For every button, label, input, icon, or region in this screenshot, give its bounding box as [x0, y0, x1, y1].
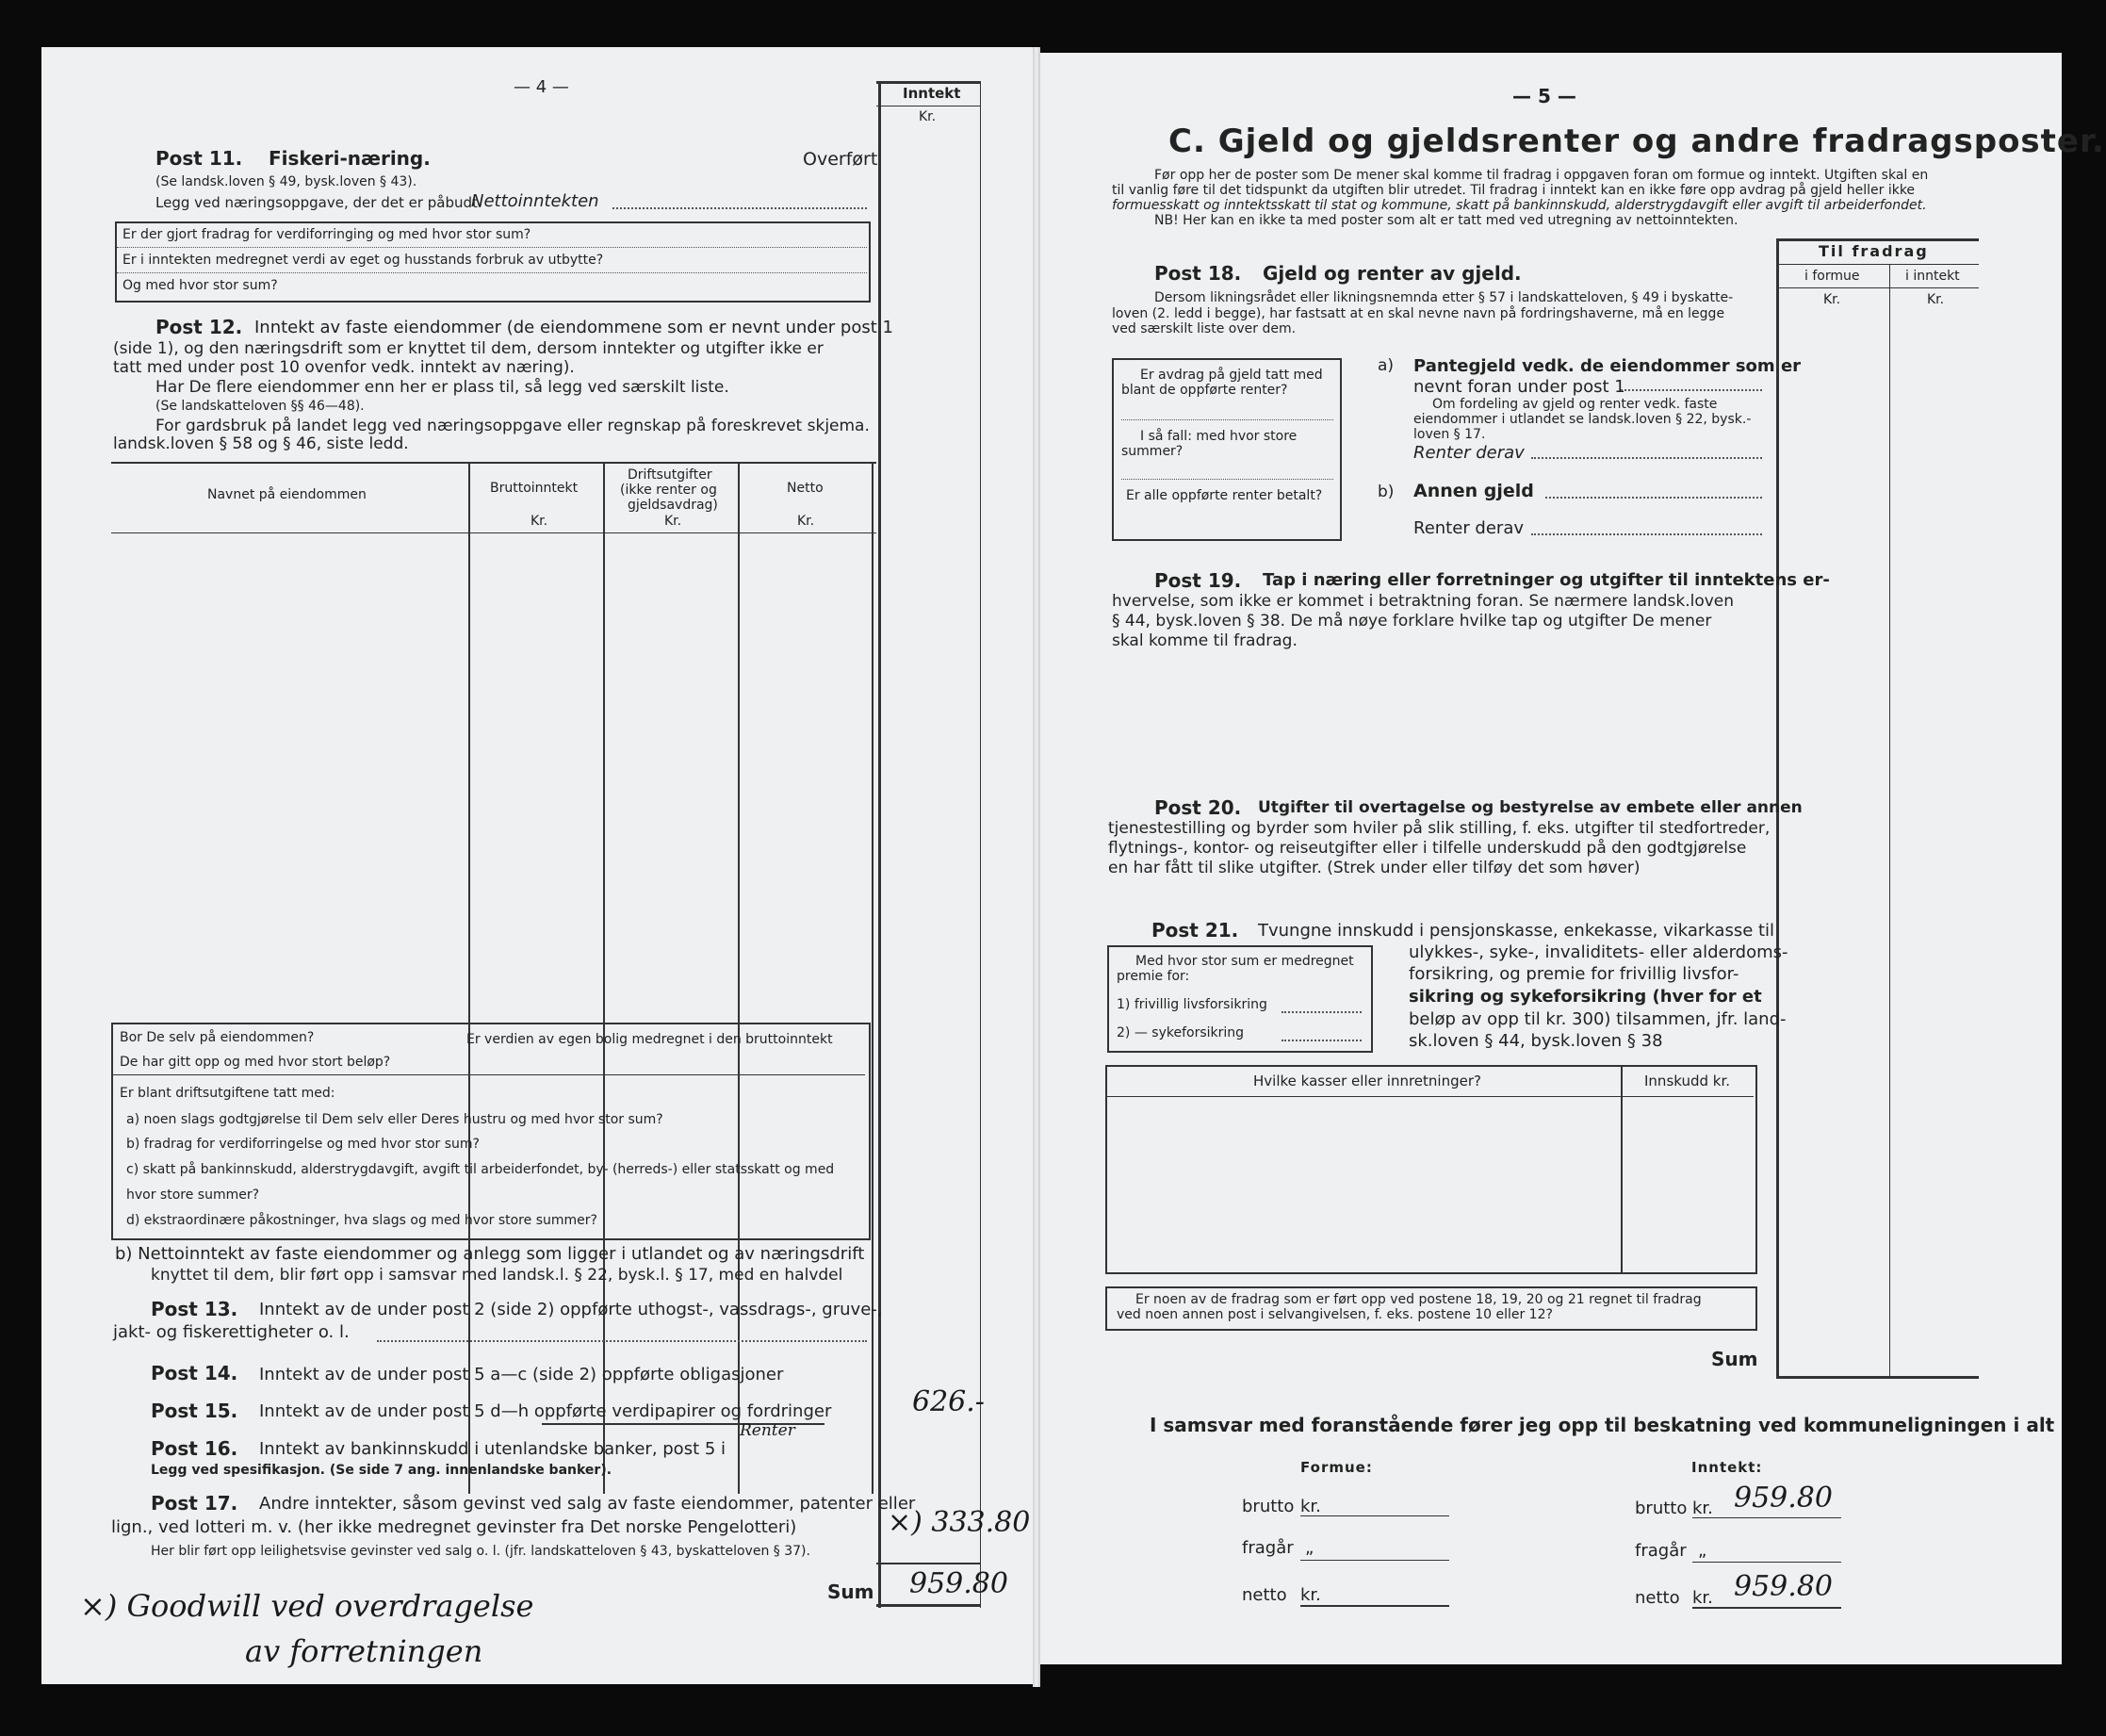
sum-rule: [876, 1563, 980, 1564]
page-fold: [1033, 47, 1040, 1687]
post12-line7: landsk.loven § 58 og § 46, siste ledd.: [113, 434, 409, 453]
inntekt-col-right: [980, 81, 981, 1608]
box1-line3: Og med hvor stor sum?: [122, 278, 278, 293]
table-kr-2: Kr.: [664, 514, 682, 529]
post21-line2: ulykkes-, syke-, invaliditets- eller alderdoms-: [1409, 942, 1788, 962]
post13-title: Post 13.: [151, 1298, 238, 1320]
post17-line3: Her blir ført opp leilighetsvise gevinster ved salg o. l. (jfr. landskatteloven § 43, byskatteloven § 37).: [151, 1544, 810, 1559]
box18-rule2: [1121, 479, 1333, 480]
b-label: b): [1378, 483, 1395, 501]
post15-line: Inntekt av de under post 5 d—h oppførte verdipapirer og fordringer: [259, 1401, 832, 1421]
table-kr-1: Kr.: [531, 514, 548, 529]
box21-line4: 2) — sykeforsikring: [1117, 1025, 1245, 1040]
box18-line1: Er avdrag på gjeld tatt med: [1140, 368, 1323, 383]
inntekt-netto-label: netto: [1635, 1588, 1680, 1608]
box2-item-c2: hvor store summer?: [126, 1187, 260, 1203]
formue-netto-label: netto: [1242, 1585, 1287, 1605]
table-col3: [738, 462, 740, 1494]
box2-item-b: b) fradrag for verdiforringelse og med hvor stor sum?: [126, 1137, 480, 1152]
post11-netto: Nettoinntekten: [471, 191, 599, 211]
box21-dots2: [1282, 1040, 1362, 1041]
post12-line6: For gardsbruk på landet legg ved næringsoppgave eller regnskap på foreskrevet skjema.: [155, 417, 870, 435]
kasser-header-rule: [1107, 1096, 1754, 1097]
post19-title: Post 19.: [1154, 569, 1242, 592]
post21-line3: forsikring, og premie for frivillig livsfor-: [1409, 964, 1739, 984]
fradrag-mid-rule: [1776, 264, 1979, 265]
inntekt-fragar-ditto: „: [1698, 1541, 1707, 1561]
post17-line2: lign., ved lotteri m. v. (her ikke medregnet gevinster fra Det norske Pengelotteri): [111, 1517, 797, 1537]
post12-title: Post 12.: [155, 316, 243, 338]
formue-netto-line: [1300, 1605, 1449, 1607]
formue-brutto-label: brutto: [1242, 1497, 1295, 1516]
post15-title: Post 15.: [151, 1400, 238, 1422]
formue-fragar-ditto: „: [1305, 1538, 1314, 1558]
left-sum-value: 959.80: [909, 1567, 1008, 1600]
post13-dots: [377, 1340, 867, 1342]
inntekt-brutto-kr: kr.: [1692, 1499, 1713, 1518]
box1-rule1: [117, 247, 867, 248]
inntekt-header: Inntekt: [903, 85, 961, 102]
post16-line: Inntekt av bankinnskudd i utenlandske banker, post 5 i: [259, 1439, 726, 1459]
box2-q1: Bor De selv på eiendommen?: [120, 1030, 315, 1045]
post21-line4: sikring og sykeforsikring (hver for et: [1409, 987, 1762, 1007]
right-sum-rule: [1776, 1376, 1979, 1379]
til-fradrag-header: Til fradrag: [1819, 242, 1929, 260]
post19-line1: Tap i næring eller forretninger og utgifter til inntektens er-: [1263, 570, 1830, 590]
table-col-netto: Netto: [787, 481, 824, 496]
box21-line2: premie for:: [1117, 969, 1190, 984]
post12-line4: Har De flere eiendommer enn her er plass til, så legg ved særskilt liste.: [155, 378, 729, 397]
box2-rule: [113, 1074, 865, 1075]
formue-netto-kr: kr.: [1300, 1585, 1321, 1605]
table-col-drift-3: gjeldsavdrag): [628, 498, 718, 513]
post11-ref: (Se landsk.loven § 49, bysk.loven § 43).: [155, 174, 417, 189]
box2-q2: De har gitt opp og med hvor stort beløp?: [120, 1055, 391, 1070]
bottom-box-line2: ved noen annen post i selvangivelsen, f. eks. postene 10 eller 12?: [1117, 1307, 1553, 1322]
table-header-rule: [111, 532, 876, 533]
bottom-box-line1: Er noen av de fradrag som er ført opp ved postene 18, 19, 20 og 21 regnet til fradrag: [1135, 1292, 1702, 1307]
a-pantegjeld: Pantegjeld vedk. de eiendommer som er: [1413, 356, 1802, 376]
page-number-5: — 5 —: [1512, 85, 1576, 107]
table-col-name: Navnet på eiendommen: [207, 487, 367, 502]
box18-line4: summer?: [1121, 444, 1184, 459]
post20-line1: Utgifter til overtagelse og bestyrelse av embete eller annen: [1258, 798, 1803, 817]
col-i-inntekt: i inntekt: [1905, 269, 1960, 284]
formue-fragar-label: fragår: [1242, 1538, 1294, 1558]
sum-bottom-rule: [876, 1604, 980, 1607]
inntekt-col-left: [878, 81, 881, 1608]
box1-rule2: [117, 272, 867, 273]
samsvar-line: I samsvar med foranstående fører jeg opp til beskatning ved kommuneligningen i alt: [1150, 1414, 2055, 1436]
table-col-brutto: Bruttoinntekt: [490, 481, 579, 496]
kasser-col2: Innskudd kr.: [1644, 1073, 1731, 1089]
a-line5: loven § 17.: [1413, 427, 1486, 442]
post21-line1: Tvungne innskudd i pensjonskasse, enkekasse, vikarkasse til: [1258, 921, 1775, 941]
post12-line3: tatt med under post 10 ovenfor vedk. inntekt av næring).: [113, 358, 575, 377]
box2-item-c: c) skatt på bankinnskudd, alderstrygdavgift, avgift til arbeiderfondet, by- (herreds-) eller statsskatt og med: [126, 1162, 835, 1177]
post16-renter: Renter: [740, 1421, 795, 1440]
kasser-col1: Hvilke kasser eller innretninger?: [1253, 1073, 1481, 1089]
a-line3: Om fordeling av gjeld og renter vedk. faste: [1432, 397, 1718, 412]
fradrag-sub-rule: [1776, 287, 1979, 288]
inntekt-netto-value: 959.80: [1734, 1570, 1833, 1603]
post18-title: Post 18.: [1154, 262, 1242, 285]
box2-q1b: Er verdien av egen bolig medregnet i den bruttoinntekt: [466, 1032, 833, 1047]
formue-fragar-line: [1300, 1560, 1449, 1561]
box18-line3: I så fall: med hvor store: [1140, 429, 1298, 444]
table-col-drift-1: Driftsutgifter: [628, 467, 712, 483]
a-line4: eiendommer i utlandet se landsk.loven § 22, bysk.-: [1413, 412, 1752, 427]
formue-header: Formue:: [1300, 1459, 1373, 1476]
b-annen-gjeld: Annen gjeld: [1413, 481, 1534, 501]
post21-title: Post 21.: [1151, 919, 1239, 942]
page-number-4: — 4 —: [514, 77, 569, 97]
post11-title: Post 11.: [155, 147, 243, 170]
post20-title: Post 20.: [1154, 796, 1242, 819]
table-kr-3: Kr.: [797, 514, 815, 529]
inntekt-brutto-line: [1692, 1517, 1841, 1518]
inntekt-kr: Kr.: [919, 109, 937, 124]
inntekt-fragar-line: [1692, 1562, 1841, 1563]
inntekt-netto-line: [1692, 1607, 1841, 1609]
a-line2: nevnt foran under post 1: [1413, 377, 1625, 397]
inntekt-fragar-label: fragår: [1635, 1541, 1687, 1561]
box18-line5: Er alle oppførte renter betalt?: [1126, 488, 1323, 503]
post12-line2: (side 1), og den næringsdrift som er knyttet til dem, dersom inntekter og utgifter ikke er: [113, 339, 824, 358]
inntekt-header-right: Inntekt:: [1691, 1459, 1763, 1476]
fradrag-top-rule: [1776, 238, 1979, 241]
inntekt-brutto-value: 959.80: [1734, 1482, 1833, 1515]
formue-brutto-line: [1300, 1515, 1449, 1516]
a-dots1: [1621, 389, 1762, 391]
a-label: a): [1378, 356, 1395, 375]
box21-dots1: [1282, 1011, 1362, 1013]
post16-title: Post 16.: [151, 1437, 238, 1460]
section-c-title: C. Gjeld og gjeldsrenter og andre fradragsposter.: [1168, 123, 2105, 160]
post19-line4: skal komme til fradrag.: [1112, 631, 1298, 650]
right-sum-label: Sum: [1711, 1348, 1758, 1370]
intro-line2: til vanlig føre til det tidspunkt da utgiften blir utredet. Til fradrag i inntekt kan en ikke føre opp avdrag på gjeld heller ikke: [1112, 183, 1916, 198]
post17-line1: Andre inntekter, såsom gevinst ved salg av faste eiendommer, patenter eller: [259, 1494, 916, 1514]
a-renter: Renter derav: [1413, 443, 1525, 463]
box21-line3: 1) frivillig livsforsikring: [1117, 997, 1267, 1012]
b-dots2: [1531, 533, 1762, 535]
post20-line3: flytnings-, kontor- og reiseutgifter eller i tilfelle underskudd på den godtgjørelse: [1108, 839, 1747, 858]
post14-line: Inntekt av de under post 5 a—c (side 2) oppførte obligasjoner: [259, 1365, 784, 1384]
post11-line2: Legg ved næringsoppgave, der det er påbudt.: [155, 194, 482, 211]
b-line-1: b) Nettoinntekt av faste eiendommer og anlegg som ligger i utlandet og av næringsdrift: [115, 1244, 865, 1264]
fradrag-col-mid: [1889, 264, 1890, 1376]
box2-item-a: a) noen slags godtgjørelse til Dem selv eller Deres hustru og med hvor stor sum?: [126, 1112, 663, 1127]
inntekt-brutto-label: brutto: [1635, 1499, 1688, 1518]
kasser-col-divider: [1621, 1065, 1623, 1272]
b-renter: Renter derav: [1413, 518, 1525, 538]
post16-note: Legg ved spesifikasjon. (Se side 7 ang. innenlandske banker).: [151, 1463, 612, 1478]
post11-overfort: Overført: [803, 149, 878, 170]
post15-value: 626.-: [912, 1385, 985, 1418]
intro-line3: formuesskatt og inntektsskatt til stat og kommune, skatt på bankinnskudd, alderstrygdavgift eller avgift til arbeiderfondet.: [1112, 198, 1927, 213]
post12-line1: Inntekt av faste eiendommer (de eiendommene som er nevnt under post 1: [254, 318, 893, 337]
post11-name: Fiskeri-næring.: [269, 147, 431, 170]
left-sum-label: Sum: [827, 1580, 874, 1603]
post18-line2: loven (2. ledd i begge), har fastsatt at en skal nevne navn på fordringshaverne, må en legge: [1112, 306, 1725, 321]
b-dots1: [1545, 497, 1762, 499]
post12-line5: (Se landskatteloven §§ 46—48).: [155, 399, 365, 414]
box21-line1: Med hvor stor sum er medregnet: [1135, 954, 1354, 969]
post21-line5: beløp av opp til kr. 300) tilsammen, jfr. land-: [1409, 1009, 1787, 1029]
box1-line2: Er i inntekten medregnet verdi av eget og husstands forbruk av utbytte?: [122, 253, 604, 268]
table-col2: [603, 462, 605, 1494]
post20-line4: en har fått til slike utgifter. (Strek under eller tilføy det som høver): [1108, 859, 1641, 877]
inntekt-top-rule: [876, 81, 980, 84]
post18-name: Gjeld og renter av gjeld.: [1263, 262, 1522, 285]
formue-brutto-kr: kr.: [1300, 1497, 1321, 1516]
post18-line1: Dersom likningsrådet eller likningsnemnda etter § 57 i landskatteloven, § 49 i byskatte-: [1154, 290, 1734, 305]
col-i-formue: i formue: [1804, 269, 1860, 284]
inntekt-netto-kr: kr.: [1692, 1588, 1713, 1608]
post20-line2: tjenestestilling og byrder som hviler på slik stilling, f. eks. utgifter til stedfortreder,: [1108, 819, 1771, 838]
box18-rule1: [1121, 419, 1333, 420]
post17-title: Post 17.: [151, 1492, 238, 1515]
intro-line4: NB! Her kan en ikke ta med poster som alt er tatt med ved utregning av nettoinntekten.: [1154, 213, 1739, 228]
a-dots2: [1531, 457, 1762, 459]
fradrag-kr-2: Kr.: [1927, 292, 1945, 307]
post19-line3: § 44, bysk.loven § 38. De må nøye forklare hvilke tap og utgifter De mener: [1112, 612, 1712, 631]
post18-line3: ved særskilt liste over dem.: [1112, 321, 1297, 336]
post19-line2: hvervelse, som ikke er kommet i betraktning foran. Se nærmere landsk.loven: [1112, 592, 1735, 611]
table-top-rule: [111, 462, 876, 464]
table-col-drift-2: (ikke renter og: [620, 483, 717, 498]
handwritten-note-2: av forretningen: [245, 1633, 483, 1669]
box18-line2: blant de oppførte renter?: [1121, 383, 1288, 398]
post17-value: ×) 333.80: [888, 1506, 1031, 1539]
table-col4: [872, 462, 873, 1494]
post13-line2: jakt- og fiskerettigheter o. l.: [113, 1322, 350, 1342]
intro-line1: Før opp her de poster som De mener skal komme til fradrag i oppgaven foran om formue og inntekt. Utgiften skal en: [1154, 168, 1929, 183]
post21-line6: sk.loven § 44, bysk.loven § 38: [1409, 1031, 1663, 1051]
box2-item-d: d) ekstraordinære påkostninger, hva slags og med hvor store summer?: [126, 1213, 597, 1228]
post14-title: Post 14.: [151, 1362, 238, 1384]
fradrag-kr-1: Kr.: [1823, 292, 1841, 307]
post11-dots: [612, 207, 867, 209]
table-col1: [468, 462, 470, 1494]
box1-line1: Er der gjort fradrag for verdiforringing og med hvor stor sum?: [122, 227, 531, 242]
box2-q3: Er blant driftsutgiftene tatt med:: [120, 1086, 335, 1101]
handwritten-note-1: ×) Goodwill ved overdragelse: [80, 1588, 534, 1624]
post13-line1: Inntekt av de under post 2 (side 2) oppførte uthogst-, vassdrags-, gruve-,: [259, 1300, 883, 1319]
b-line-2: knyttet til dem, blir ført opp i samsvar med landsk.l. § 22, bysk.l. § 17, med en halvdel: [151, 1266, 843, 1285]
